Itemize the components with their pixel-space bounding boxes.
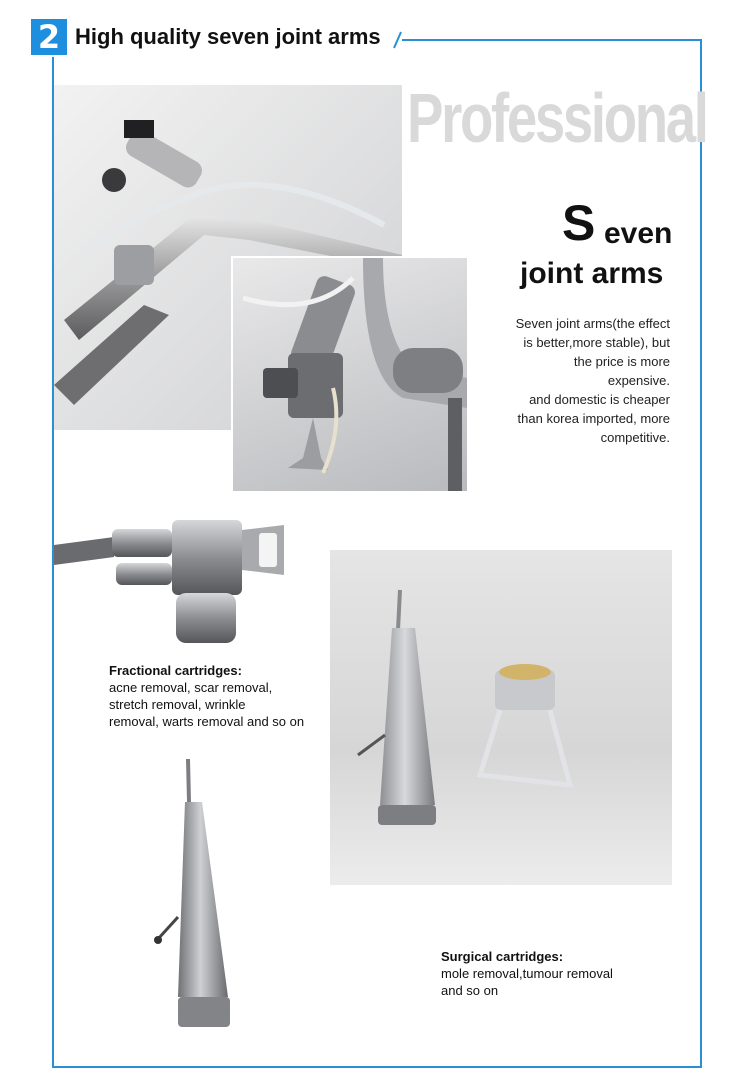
description-line: Seven joint arms(the effect — [515, 316, 670, 331]
fractional-cartridges-text — [109, 662, 304, 730]
fractional-line: acne removal, scar removal, — [109, 680, 273, 695]
description-line: is better,more stable), but — [523, 335, 670, 350]
feature-title-line2: joint arms — [520, 257, 664, 290]
frame-bottom-line — [52, 1066, 702, 1068]
description-line: competitive. — [600, 430, 670, 445]
surgical-line: mole removal,tumour removal — [441, 966, 613, 981]
section-number-badge: 2 — [31, 19, 67, 55]
fractional-line: stretch removal, wrinkle — [109, 697, 246, 712]
description-line: the price is more — [573, 354, 670, 369]
arm-photo-joint-closeup — [231, 256, 467, 491]
surgical-cartridges-text — [441, 948, 613, 999]
description-line: than korea imported, more — [517, 411, 670, 426]
fractional-title: Fractional cartridges: — [109, 663, 242, 678]
surgical-handpiece-image — [150, 757, 240, 1032]
feature-description — [470, 314, 670, 447]
description-line: expensive. — [607, 373, 670, 388]
surgical-handpiece-photo — [330, 550, 672, 885]
description-line: and domestic is cheaper — [529, 392, 670, 407]
frame-top-line — [402, 39, 702, 41]
feature-title-rest: even — [604, 217, 673, 250]
surgical-title: Surgical cartridges: — [441, 949, 564, 964]
fractional-handpiece-image — [54, 515, 304, 650]
section-heading: High quality seven joint arms — [75, 24, 381, 49]
frame-right-line — [700, 39, 702, 1068]
fractional-line: removal, warts removal and so on — [109, 714, 305, 729]
watermark-text: Professional — [407, 79, 707, 157]
frame-slash-decoration — [392, 31, 402, 49]
surgical-line: and so on — [441, 983, 499, 998]
feature-title-initial: S — [562, 195, 596, 251]
